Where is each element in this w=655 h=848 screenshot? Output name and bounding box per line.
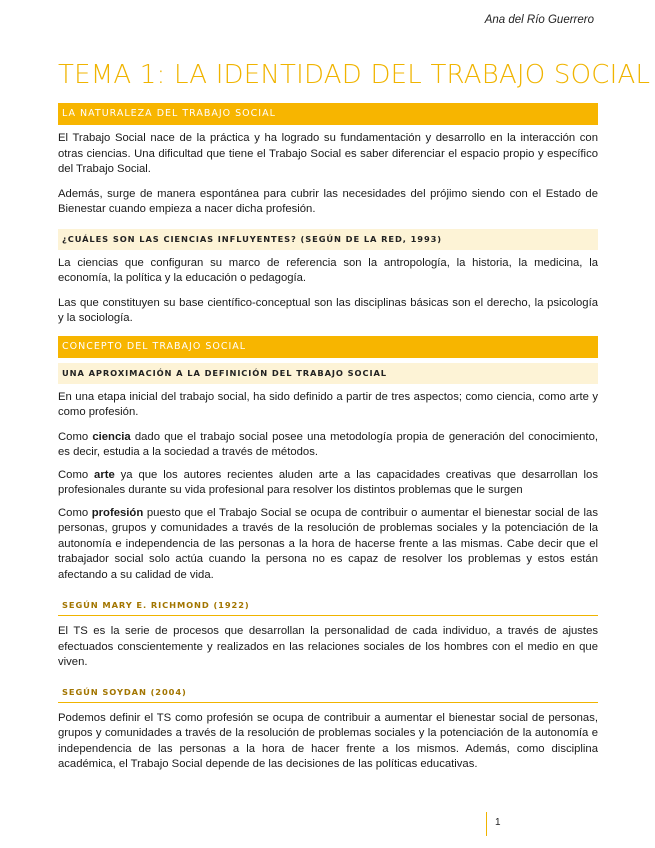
paragraph-ciencia <box>58 430 598 461</box>
paragraph-richmond: El TS es la serie de procesos que desarrollan la personalidad de cada individuo, a través de ajustes efectuados conscientemente y realizados en las relaciones sociales de los hombres con el medio en que viven. <box>58 625 598 668</box>
heading-concepto: CONCEPTO DEL TRABAJO SOCIAL <box>58 336 598 358</box>
term-ciencia: ciencia <box>92 430 131 443</box>
ciencia-text: dado que el trabajo social posee una metodología propia de generación del conocimiento, es decir, estudia a la sociedad a través de métodos. <box>58 430 598 458</box>
author-name: Ana del Río Guerrero <box>484 14 594 26</box>
paragraph-ciencias-1: La ciencias que configuran su marco de referencia son la antropología, la historia, la medicina, la economía, la política y la educación o pedagogía. <box>58 256 598 284</box>
page-number: 1 <box>486 812 501 836</box>
profesion-text: puesto que el Trabajo Social se ocupa de contribuir o aumentar el bienestar social de las personas, grupos y comunidades a través de la resolución de problemas sociales y la potenciación de la autonomía e independencia de las personas a la hora de hacerse frente a las mismas. Cabe decir que el trabajador social solo actúa cuando la persona no es capaz de resolver los problemas y estos están afectando a su calidad de vida. <box>58 506 598 581</box>
paragraph-arte <box>58 468 598 499</box>
document-body <box>58 103 598 773</box>
heading-naturaleza: LA NATURALEZA DEL TRABAJO SOCIAL <box>58 103 598 125</box>
paragraph-ciencias-2: Las que constituyen su base científico-conceptual son las disciplinas básicas son el derecho, la psicología y la sociología. <box>58 296 598 324</box>
profesion-prefix: Como <box>58 506 92 519</box>
paragraph-soydan: Podemos definir el TS como profesión se ocupa de contribuir a aumentar el bienestar social de personas, grupos y comunidades a través de la resolución de problemas sociales y la potenciación de la autonomía e independencia de las personas a la hora de hacer frente a los mismos. Además, como disciplina académica, el Trabajo Social depende de las decisiones de las políticas educativas. <box>58 711 598 770</box>
term-profesion: profesión <box>91 506 144 519</box>
paragraph-aproximacion-intro: En una etapa inicial del trabajo social, ha sido definido a partir de tres aspectos; como ciencia, como arte y como profesión. <box>58 390 598 418</box>
heading-ciencias-influyentes: ¿CUÁLES SON LAS CIENCIAS INFLUYENTES? (SEGÚN DE LA RED, 1993) <box>58 229 598 250</box>
heading-aproximacion: UNA APROXIMACIÓN A LA DEFINICIÓN DEL TRABAJO SOCIAL <box>58 363 598 384</box>
heading-soydan: SEGÚN SOYDAN (2004) <box>58 683 598 703</box>
paragraph-naturaleza-2: Además, surge de manera espontánea para cubrir las necesidades del prójimo siendo con el Estado de Bienestar cuando empieza a nacer dicha profesión. <box>58 187 598 215</box>
term-arte: arte <box>94 468 115 481</box>
arte-prefix: Como <box>58 468 95 481</box>
ciencia-prefix: Como <box>58 430 93 443</box>
document-title: TEMA 1: LA IDENTIDAD DEL TRABAJO SOCIAL <box>58 60 651 90</box>
paragraph-naturaleza-1: El Trabajo Social nace de la práctica y ha logrado su fundamentación y desarrollo en la interacción con otras ciencias. Una dificultad que tiene el Trabajo Social es saber diferenciar el espacio propio y específico del Trabajo Social. <box>58 132 598 175</box>
heading-richmond: SEGÚN MARY E. RICHMOND (1922) <box>58 596 598 616</box>
paragraph-profesion <box>58 506 598 584</box>
arte-text: ya que los autores recientes aluden arte a las capacidades creativas que desarrollan los profesionales durante su vida profesional para resolver los distintos problemas que le surgen <box>58 468 598 496</box>
